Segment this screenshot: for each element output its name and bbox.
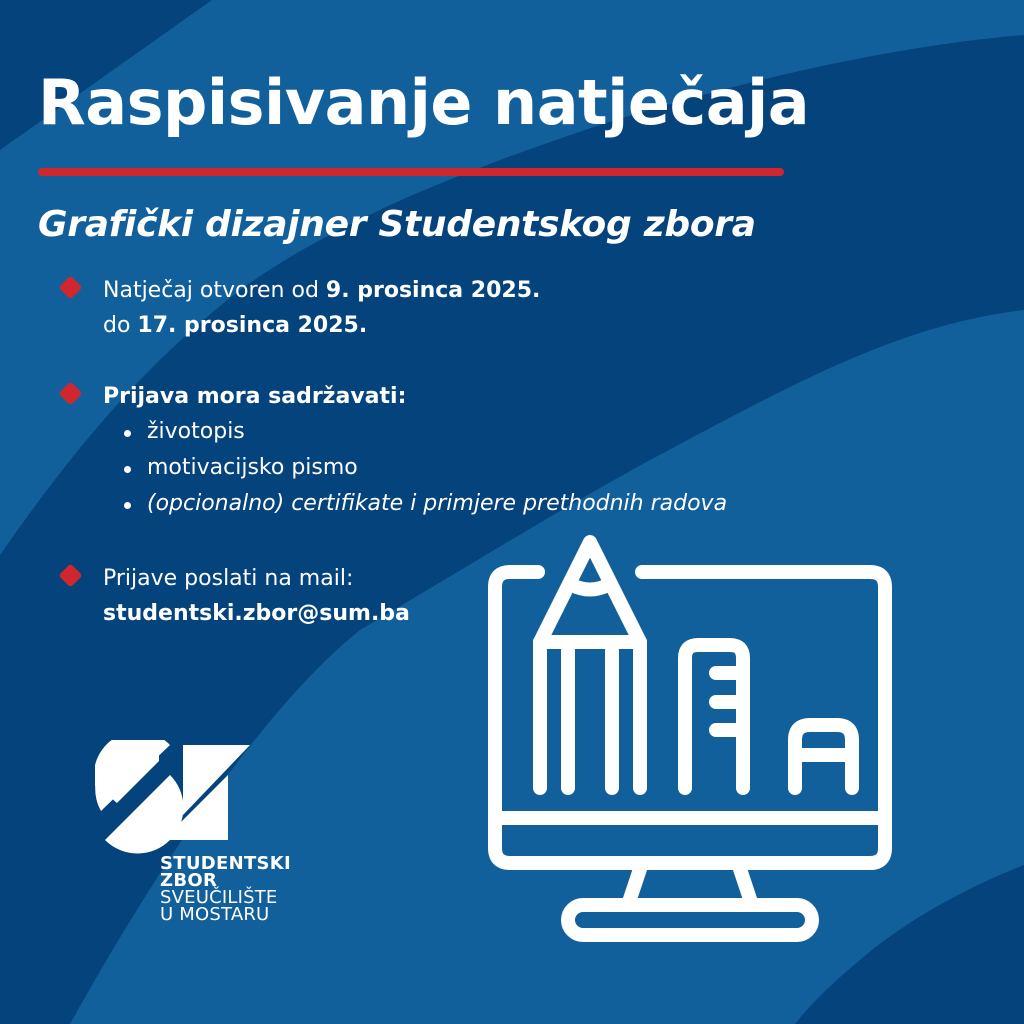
contact-email-link[interactable]: studentski.zbor@sum.ba <box>103 601 410 626</box>
requirements-list <box>124 414 727 522</box>
requirements-heading: Prijava mora sadržavati: <box>103 384 407 409</box>
title-underline <box>38 168 784 176</box>
dates-open-label: Natječaj otvoren od <box>103 278 326 303</box>
diamond-bullet-icon <box>58 275 82 299</box>
list-item: životopis <box>124 414 727 450</box>
page-subtitle: Grafički dizajner Studentskog zbora <box>38 204 756 245</box>
logo-wordmark <box>160 855 291 923</box>
logo-line-sveuciliste: SVEUČILIŠTE <box>160 887 278 908</box>
dates-close-label: do <box>103 313 138 338</box>
diamond-bullet-icon <box>58 381 82 405</box>
info-item-dates <box>62 273 662 345</box>
monitor-design-tools-icon <box>480 530 900 950</box>
page-title: Raspisivanje natječaja <box>38 66 810 139</box>
end-date: 17. prosinca 2025. <box>137 313 368 338</box>
logo-line-zbor: ZBOR <box>160 870 218 891</box>
logo-line-studentski: STUDENTSKI <box>160 853 292 874</box>
contact-label: Prijave poslati na mail: <box>103 566 354 591</box>
logo-line-u-mostaru: U MOSTARU <box>160 904 270 925</box>
info-item-requirements <box>62 379 862 529</box>
list-item: motivacijsko pismo <box>124 450 727 486</box>
info-item-contact <box>62 561 482 633</box>
list-item: (opcionalno) certifikate i primjere prethodnih radova <box>124 486 727 522</box>
start-date: 9. prosinca 2025. <box>325 278 541 303</box>
diamond-bullet-icon <box>58 563 82 587</box>
